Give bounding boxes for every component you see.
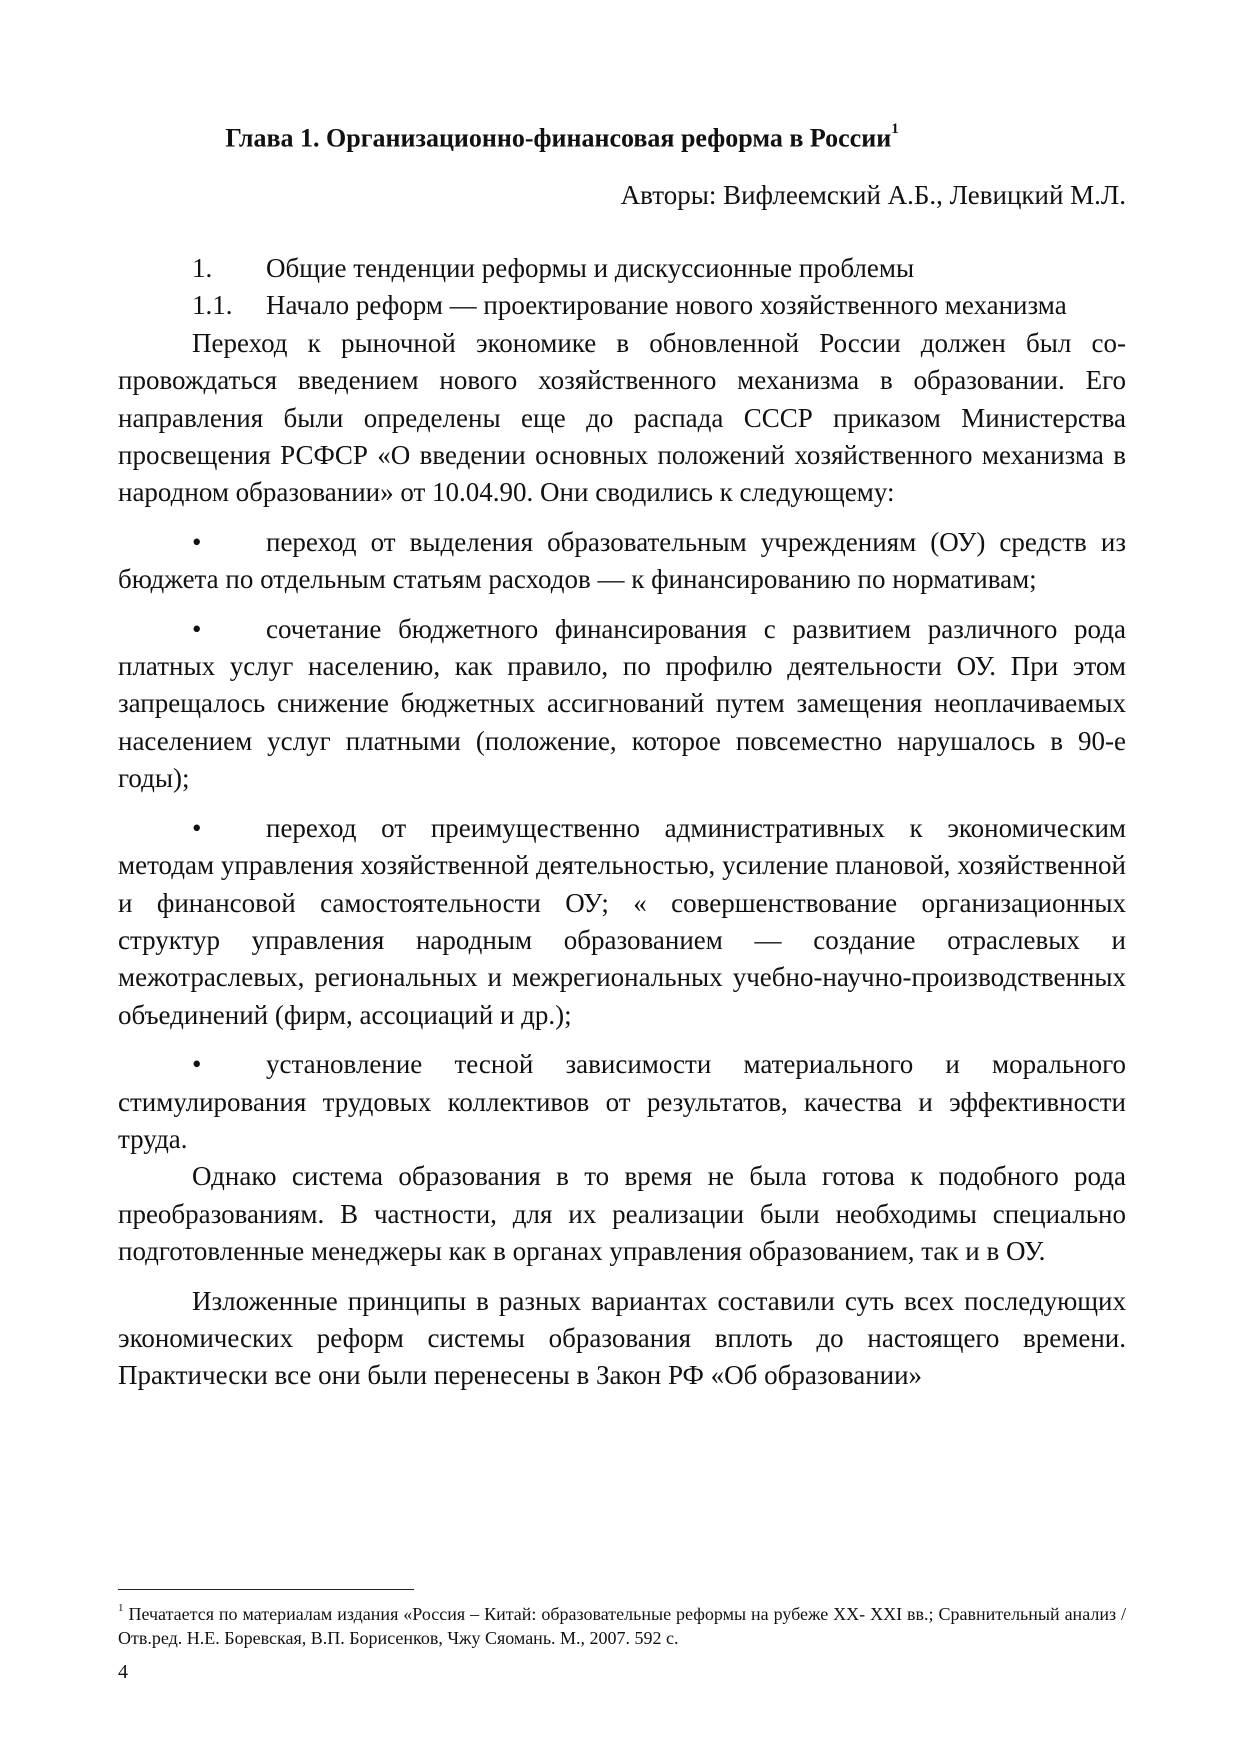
subsection-number: 1.1. <box>192 290 233 321</box>
section-heading-1 <box>118 250 1126 287</box>
footnote-text: Печатается по материалам издания «Россия – Китай: образовательные реформы на рубеже XX- XXI вв.; Сравнительный анализ / Отв.ред. Н.Е. Боревская, В.П. Борисенков, Чжу Сяомань. М., 2007. 592 с. <box>118 1604 1127 1648</box>
bullet-icon: • <box>192 526 202 557</box>
principles-paragraph: Изложенные принципы в разных вариантах составили суть всех последующих экономических реформ системы образования вплоть до настоящего времени. Практически все они были перенесены в Закон РФ «Об образовании» <box>118 1285 1126 1391</box>
subsection-heading-text: Начало реформ — проектирование нового хозяйственного механизма <box>266 290 1067 321</box>
list-item-text: установление тесной зависимости материального и морального стимулирования трудовых коллективов от результатов, качества и эффективности труда. <box>118 1049 1126 1154</box>
footnote-reference: 1 <box>891 121 899 137</box>
section-heading-1-1 <box>118 287 1126 324</box>
chapter-title-text: Глава 1. Организационно-финансовая реформа в России <box>225 123 892 153</box>
list-item-text: переход от выделения образовательным учреждениям (ОУ) средств из бюджета по отдельным статьям расходов — к финансированию по нормативам; <box>118 526 1126 595</box>
bullet-icon: • <box>192 812 202 843</box>
page-number: 4 <box>118 1661 128 1683</box>
list-item <box>118 611 1126 798</box>
footnote-divider <box>118 1589 414 1590</box>
body-text <box>118 250 1126 1395</box>
section-heading-text: Общие тенденции реформы и дискуссионные проблемы <box>266 253 915 283</box>
bullet-icon: • <box>192 1049 202 1080</box>
section-number: 1. <box>192 253 213 283</box>
however-paragraph: Однако система образования в то время не была готова к подобного рода преобразованиям. В частности, для их реализации были необходимы специально подготовленные менеджеры как в органах управления образованием, так и в ОУ. <box>118 1161 1126 1267</box>
list-item <box>118 810 1126 1034</box>
list-item-text: переход от преимущественно административных к экономическим методам управления хозяйственной деятельностью, усиление плановой, хозяйственной и финансовой самостоятельности ОУ; « совершенствование организационных структур управления народным образованием — создание отраслевых и межотраслевых, региональных и межрегиональных учебно-научно-производственных объединений (фирм, ассоциаций и др.); <box>118 812 1126 1030</box>
footnote <box>118 1598 1126 1650</box>
list-item-text: сочетание бюджетного финансирования с развитием различного рода платных услуг населению, как правило, по профилю деятельности ОУ. При этом запрещалось снижение бюджетных ассигнований путем замещения неоплачиваемых населением услуг платными (положение, которое повсеместно нарушалось в 90-е годы); <box>118 613 1126 794</box>
bullet-icon: • <box>192 613 202 644</box>
intro-paragraph: Переход к рыночной экономике в обновленной России должен был сопровождаться введением нового хозяйственного механизма в образовании. Его направления были определены еще до распада СССР приказом Министерства просвещения РСФСР «О введении основных положений хозяйственного механизма в народном образовании» от 10.04.90. Они сводились к следующему: <box>118 327 1126 508</box>
list-item <box>118 1046 1126 1158</box>
footnote-marker: 1 <box>118 1602 124 1614</box>
list-item <box>118 524 1126 599</box>
chapter-title <box>118 116 1006 156</box>
authors-line: Авторы: Вифлеемский А.Б., Левицкий М.Л. <box>620 180 1126 210</box>
